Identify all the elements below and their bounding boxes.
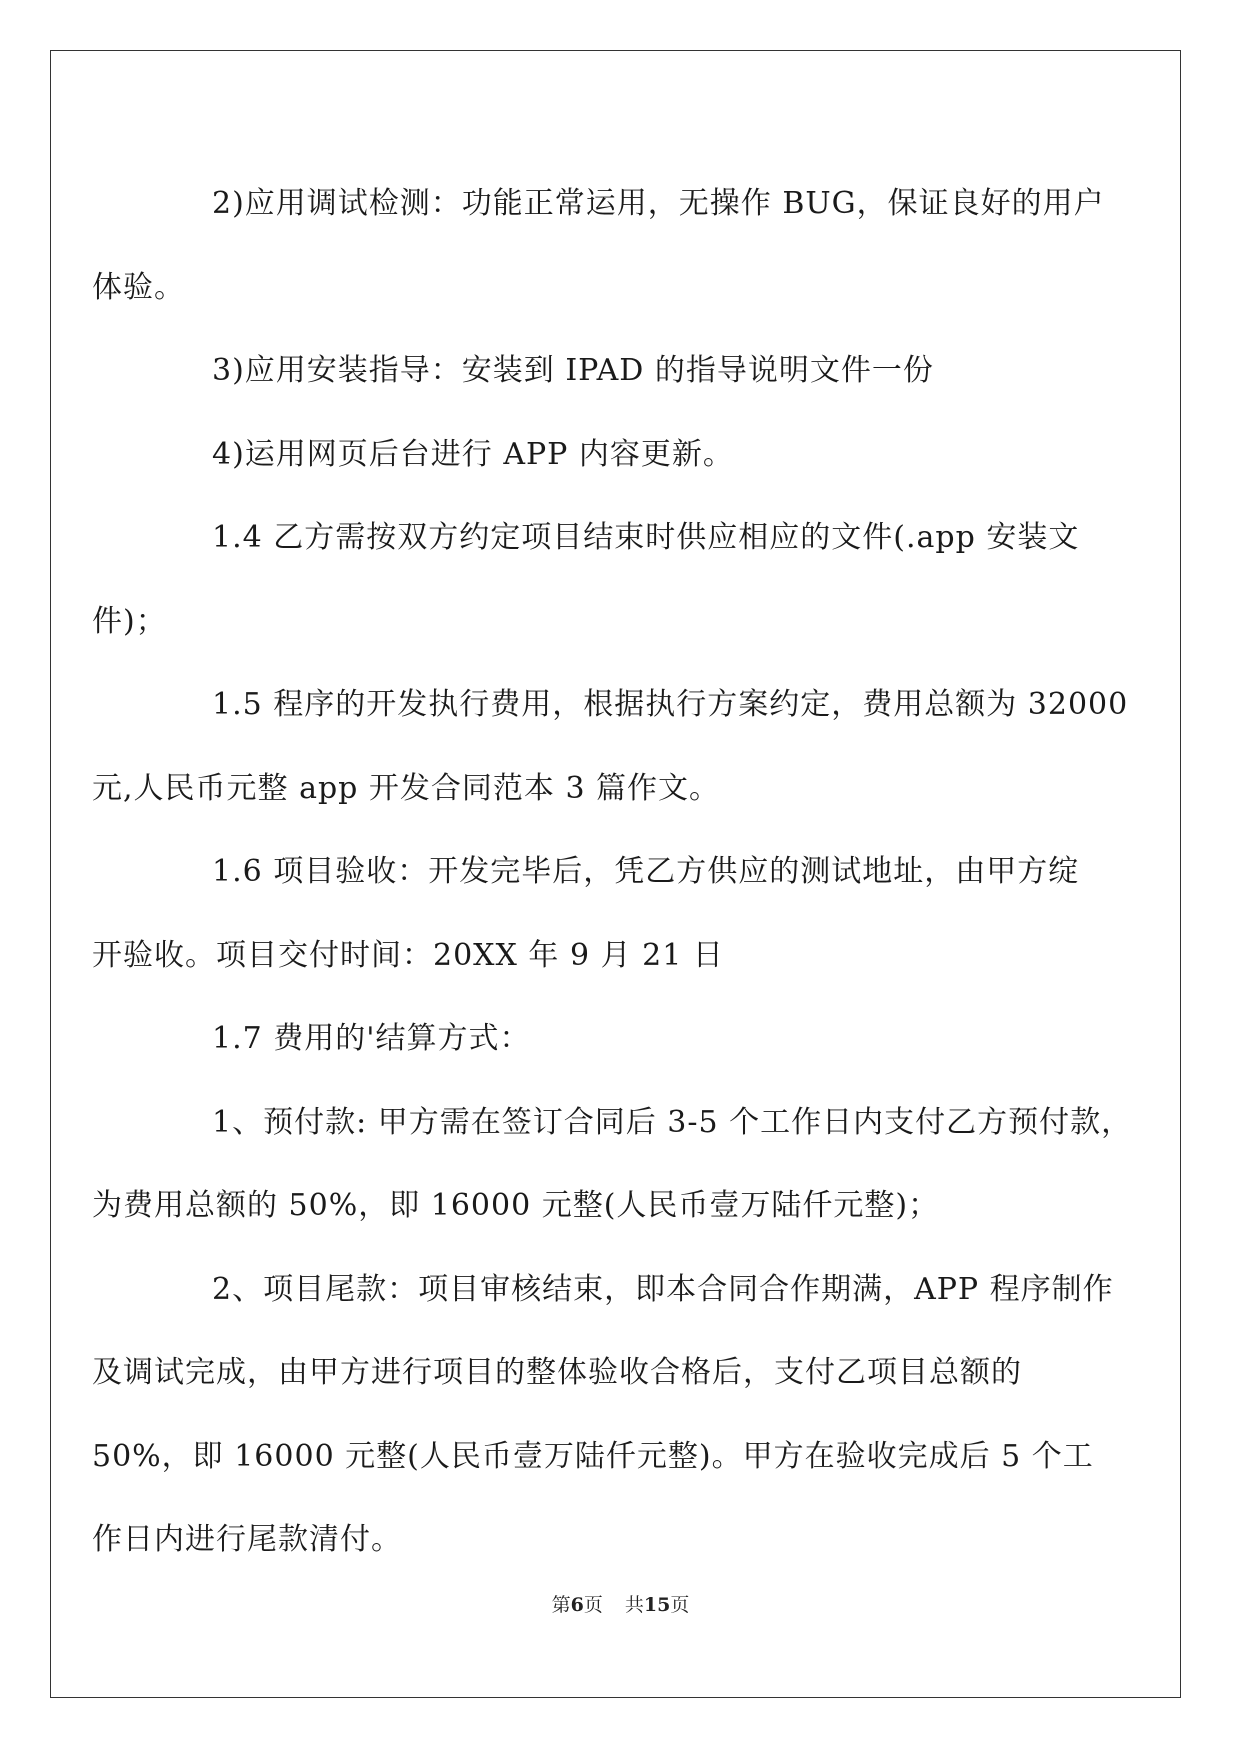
paragraph-web-backend-update: [152, 413, 1082, 497]
footer-page-suffix: 页: [583, 1594, 603, 1616]
paragraph-clause-1-5: [92, 663, 1129, 830]
text-line: 1.6 项目验收：开发完毕后，凭乙方供应的测试地址，由甲方绽: [212, 854, 1080, 889]
text-line: 2、项目尾款：项目审核结束，即本合同合作期满，APP 程序制作: [212, 1271, 1114, 1307]
footer-total-prefix: 共: [624, 1594, 644, 1616]
text-line: 及调试完成，由甲方进行项目的整体验收合格后，支付乙项目总额的: [92, 1355, 1022, 1390]
paragraph-prepayment: [92, 1081, 1133, 1248]
text-line: 件)；: [92, 603, 167, 639]
text-line: 50%，即 16000 元整(人民币壹万陆仟元整)。甲方在验收完成后 5 个工: [92, 1438, 1094, 1474]
text-line: 4)运用网页后台进行 APP 内容更新。: [212, 436, 734, 472]
footer-page-prefix: 第: [551, 1594, 571, 1616]
text-line: 1.4 乙方需按双方约定项目结束时供应相应的文件(.app 安装文: [212, 520, 1080, 555]
paragraph-clause-1-6: [92, 830, 1082, 997]
footer-total-pages: 15: [643, 1594, 671, 1616]
paragraph-app-debug-testing: [92, 162, 1105, 329]
text-line: 2)应用调试检测：功能正常运用，无操作 BUG，保证良好的用户: [212, 186, 1105, 221]
text-line: 体验。: [92, 269, 185, 305]
text-line: 3)应用安装指导：安装到 IPAD 的指导说明文件一份: [212, 353, 934, 388]
text-line: 1.5 程序的开发执行费用，根据执行方案约定，费用总额为 32000: [212, 687, 1129, 722]
page-footer: [0, 1590, 1241, 1617]
text-line: 作日内进行尾款清付。: [92, 1522, 402, 1557]
text-line: 元,人民币元整 app 开发合同范本 3 篇作文。: [92, 770, 721, 806]
footer-total-suffix: 页: [670, 1594, 690, 1616]
text-line: 1.7 费用的'结算方式：: [212, 1021, 531, 1056]
document-body: [92, 162, 1133, 1582]
paragraph-clause-1-4: [92, 496, 1082, 663]
paragraph-final-payment: [92, 1248, 1114, 1582]
paragraph-install-guide: [152, 329, 1082, 413]
paragraph-clause-1-7: [152, 997, 1082, 1081]
footer-current-page: 6: [570, 1594, 584, 1616]
text-line: 开验收。项目交付时间：20XX 年 9 月 21 日: [92, 937, 724, 973]
text-line: 为费用总额的 50%，即 16000 元整(人民币壹万陆仟元整)；: [92, 1188, 940, 1223]
text-line: 1、预付款: 甲方需在签订合同后 3-5 个工作日内支付乙方预付款，: [212, 1104, 1133, 1140]
